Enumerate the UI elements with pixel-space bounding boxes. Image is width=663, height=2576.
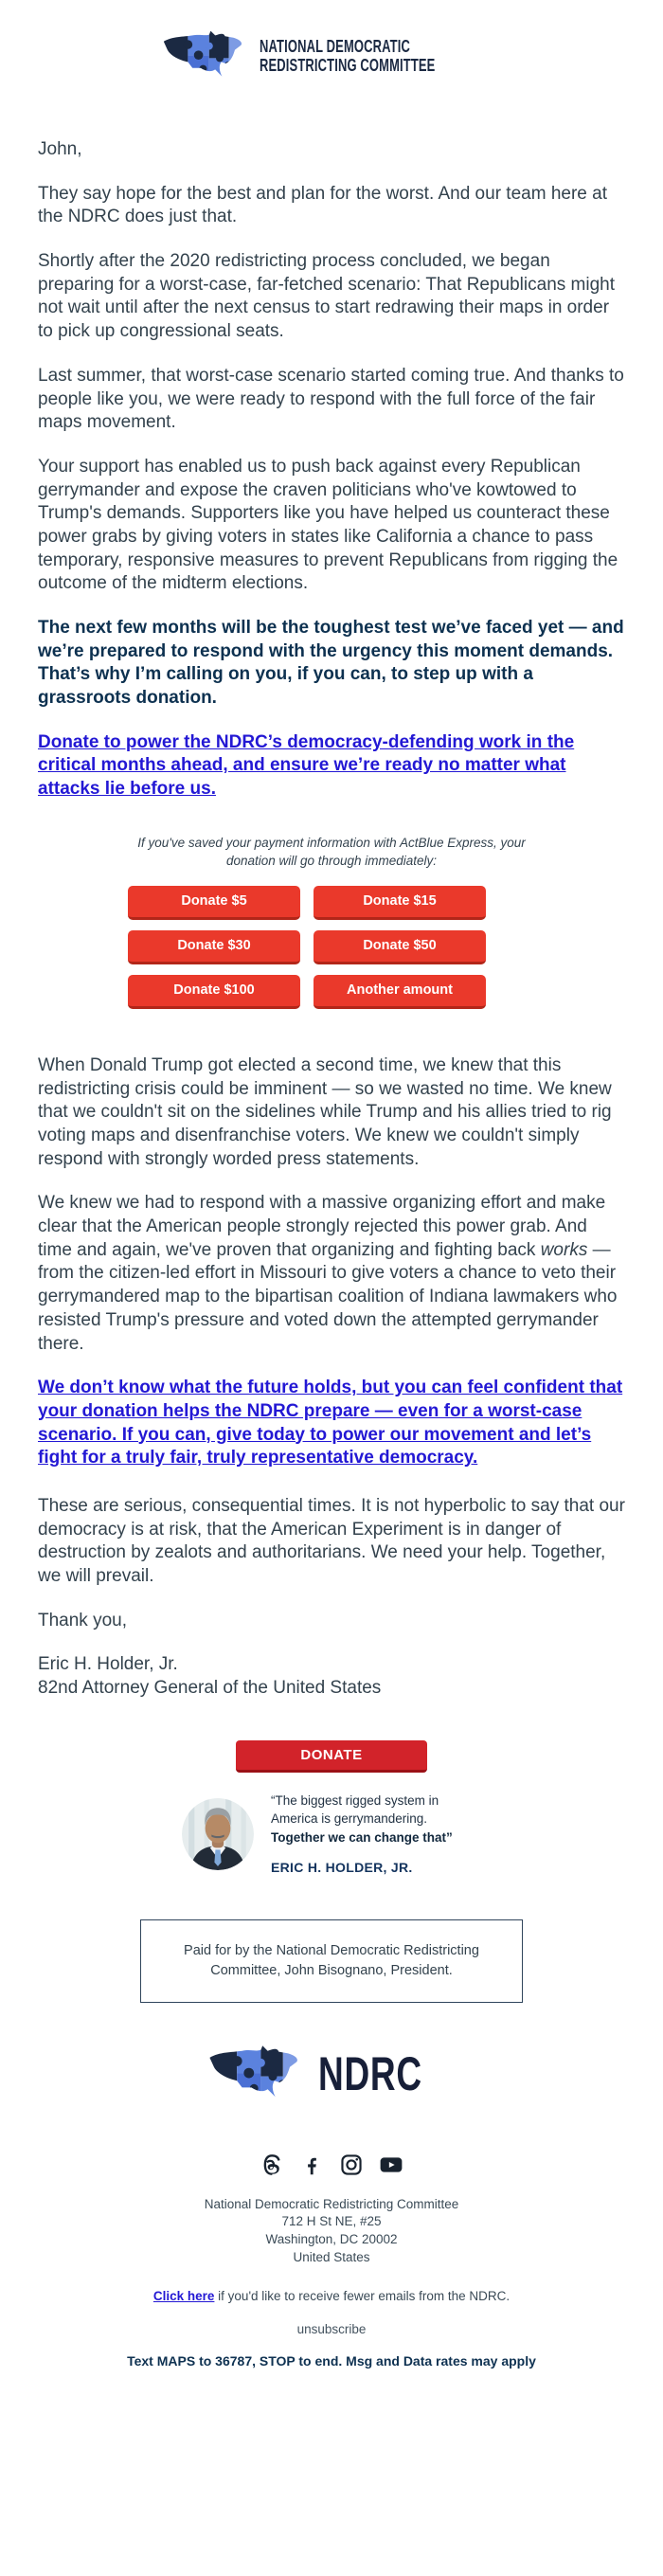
instagram-icon[interactable] bbox=[339, 2153, 364, 2177]
paid-for-disclaimer-box: Paid for by the National Democratic Redistricting Committee, John Bisognano, President. bbox=[140, 1919, 523, 2003]
letter-body bbox=[0, 138, 663, 1701]
ndrc-logo-wordmark bbox=[260, 37, 435, 75]
footer-street: 712 H St NE, #25 bbox=[281, 2214, 382, 2229]
actblue-express-note: If you've saved your payment information with ActBlue Express, your donation will go through immediately: bbox=[137, 835, 526, 869]
ndrc-footer-logo bbox=[0, 2043, 663, 2105]
logo-line-2: REDISTRICTING COMMITTEE bbox=[260, 56, 436, 75]
donate-cta-button[interactable]: DONATE bbox=[236, 1740, 427, 1773]
fewer-emails-text: if you'd like to receive fewer emails from the NDRC. bbox=[214, 2289, 511, 2304]
paragraph-7 bbox=[38, 1192, 625, 1356]
donate-50-button[interactable]: Donate $50 bbox=[314, 930, 486, 964]
paragraph-1: They say hope for the best and plan for the worst. And our team here at the NDRC does just that. bbox=[38, 183, 607, 227]
paragraph-8: These are serious, consequential times. It is not hyperbolic to say that our democracy is at risk, that the American Experiment is in danger of destruction by zealots and authoritarians. We need your help. Together, we will prevail. bbox=[38, 1495, 625, 1586]
avatar-portrait-icon bbox=[182, 1798, 254, 1870]
signature bbox=[38, 1653, 625, 1700]
fewer-emails-line bbox=[0, 2289, 663, 2303]
footer-org-name: National Democratic Redistricting Committee bbox=[204, 2196, 459, 2211]
us-map-puzzle-icon bbox=[159, 28, 250, 83]
social-icons-row bbox=[0, 2153, 663, 2177]
quote-attribution: ERIC H. HOLDER, JR. bbox=[271, 1860, 413, 1876]
us-map-puzzle-icon bbox=[205, 2043, 307, 2105]
quote-opening: “The biggest rigged system in America is gerrymandering. bbox=[271, 1792, 439, 1827]
unsubscribe-link[interactable]: unsubscribe bbox=[296, 2322, 367, 2337]
footer-country: United States bbox=[293, 2249, 370, 2264]
logo-line-1: NATIONAL DEMOCRATIC bbox=[260, 36, 411, 56]
facebook-icon[interactable] bbox=[299, 2153, 324, 2177]
signature-title: 82nd Attorney General of the United States bbox=[38, 1678, 382, 1699]
sms-disclaimer: Text MAPS to 36787, STOP to end. Msg and Data rates may apply bbox=[127, 2353, 536, 2369]
donate-15-button[interactable]: Donate $15 bbox=[314, 886, 486, 920]
paragraph-7-italic-word: works bbox=[540, 1239, 588, 1260]
footer-city: Washington, DC 20002 bbox=[265, 2232, 398, 2247]
quote-text bbox=[271, 1792, 481, 1878]
paragraph-5-bold: The next few months will be the toughest test we’ve faced yet — and we’re prepared to respond with the urgency this moment demands. That’s why I’m calling on you, if you can, to step up with a grassroots donation. bbox=[38, 618, 624, 709]
paragraph-3: Last summer, that worst-case scenario started coming true. And thanks to people like you, we were ready to respond with the full force of the fair maps movement. bbox=[38, 365, 624, 433]
donate-30-button[interactable]: Donate $30 bbox=[128, 930, 300, 964]
paragraph-6: When Donald Trump got elected a second time, we knew that this redistricting crisis could be imminent — so we wasted no time. We knew that we couldn't sit on the sidelines while Trump and his allies tried to rig voting maps and disenfranchise voters. We knew we couldn't simply respond with strongly worded press statements. bbox=[38, 1054, 612, 1169]
holder-quote-block bbox=[0, 1792, 663, 1878]
donate-100-button[interactable]: Donate $100 bbox=[128, 975, 300, 1009]
paragraph-4: Your support has enabled us to push back against every Republican gerrymander and expose the craven politicians who've kowtowed to Trump's demands. Supporters like you have helped us counteract these power grabs by giving voters in states like California a chance to pass temporary, responsive measures to prevent Republicans from rigging the outcome of the midterm elections. bbox=[38, 456, 618, 594]
donate-link-1[interactable]: Donate to power the NDRC’s democracy-defending work in the critical months ahead, and ensure we’re ready no matter what attacks lie before us. bbox=[38, 731, 575, 800]
click-here-link[interactable]: Click here bbox=[152, 2289, 215, 2304]
closing: Thank you, bbox=[38, 1610, 127, 1630]
donate-link-2[interactable]: We don’t know what the future holds, but you can feel confident that your donation helps the NDRC prepare — even for a worst-case scenario. If you can, give today to power our movement and let’s fight for a truly fair, truly representative democracy. bbox=[38, 1378, 623, 1468]
ndrc-footer-wordmark: NDRC bbox=[317, 2046, 422, 2100]
another-amount-button[interactable]: Another amount bbox=[314, 975, 486, 1009]
threads-icon[interactable] bbox=[260, 2153, 284, 2177]
greeting: John, bbox=[38, 139, 82, 159]
quote-bold-line: Together we can change that” bbox=[271, 1829, 453, 1845]
youtube-icon[interactable] bbox=[379, 2153, 403, 2177]
donate-amount-grid bbox=[13, 886, 600, 1009]
donate-5-button[interactable]: Donate $5 bbox=[128, 886, 300, 920]
eric-holder-avatar bbox=[182, 1798, 254, 1870]
signature-name: Eric H. Holder, Jr. bbox=[38, 1654, 178, 1675]
paragraph-7-start: We knew we had to respond with a massive organizing effort and make clear that the American people strongly rejected this power grab. And time and again, we've proven that organizing and fighting back bbox=[38, 1193, 606, 1260]
paragraph-7-end: — from the citizen-led effort in Missouri to give voters a chance to veto their gerrymandered map to the bipartisan coalition of Indiana lawmakers who resisted Trump's pressure and voted down the attempted gerrymander there. bbox=[38, 1239, 618, 1354]
ndrc-header-logo bbox=[0, 28, 663, 83]
footer-address bbox=[0, 2196, 663, 2267]
paragraph-2: Shortly after the 2020 redistricting process concluded, we began preparing for a worst-case, far-fetched scenario: That Republicans might not wait until after the next census to start redrawing their maps in order to pick up congressional seats. bbox=[38, 251, 616, 342]
